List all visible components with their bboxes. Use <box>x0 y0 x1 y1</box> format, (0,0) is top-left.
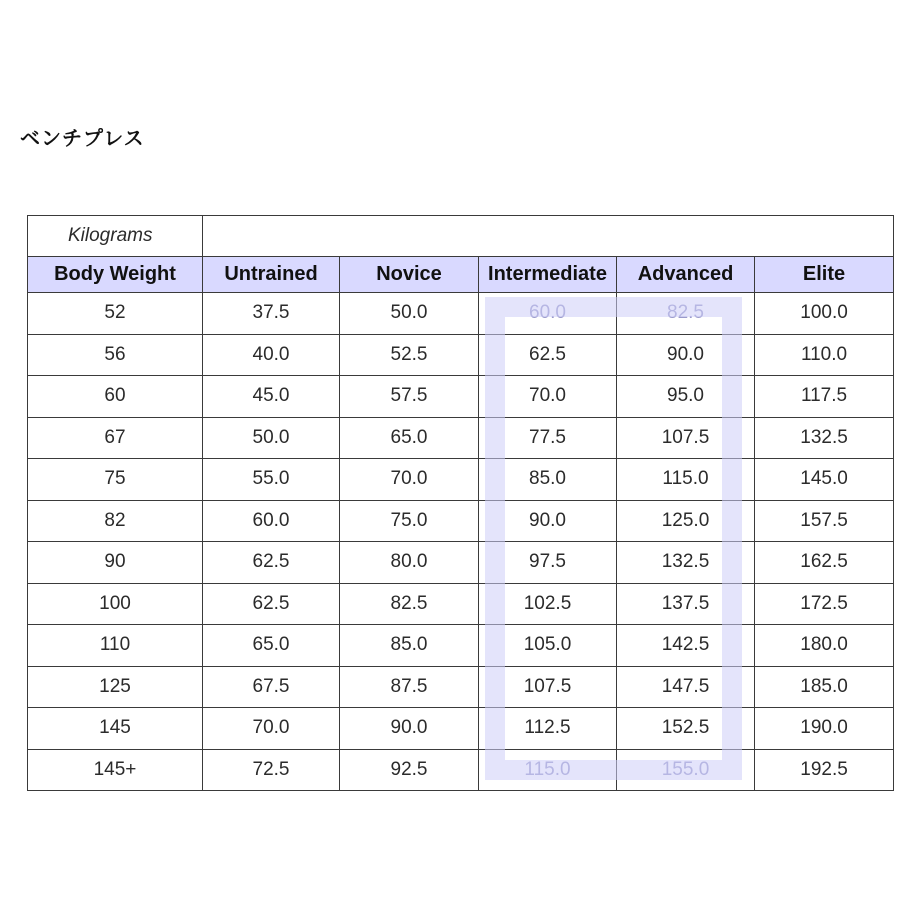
novice-cell: 50.0 <box>340 293 479 335</box>
untrained-cell: 67.5 <box>203 666 340 708</box>
header-intermediate: Intermediate <box>479 257 617 293</box>
untrained-cell: 70.0 <box>203 708 340 750</box>
advanced-cell: 95.0 <box>617 376 755 418</box>
intermediate-cell: 97.5 <box>479 542 617 584</box>
table-row <box>28 625 894 667</box>
intermediate-cell: 62.5 <box>479 334 617 376</box>
novice-cell: 87.5 <box>340 666 479 708</box>
advanced-cell: 152.5 <box>617 708 755 750</box>
untrained-cell: 40.0 <box>203 334 340 376</box>
elite-cell: 172.5 <box>755 583 894 625</box>
body-weight-cell: 67 <box>28 417 203 459</box>
body-weight-cell: 100 <box>28 583 203 625</box>
untrained-cell: 60.0 <box>203 500 340 542</box>
advanced-cell: 107.5 <box>617 417 755 459</box>
untrained-cell: 55.0 <box>203 459 340 501</box>
page-title: ベンチプレス <box>20 126 145 150</box>
unit-row-empty-cell <box>203 216 894 257</box>
intermediate-cell: 112.5 <box>479 708 617 750</box>
untrained-cell: 62.5 <box>203 542 340 584</box>
intermediate-cell: 107.5 <box>479 666 617 708</box>
advanced-cell: 82.5 <box>617 293 755 335</box>
elite-cell: 100.0 <box>755 293 894 335</box>
table-row <box>28 334 894 376</box>
elite-cell: 117.5 <box>755 376 894 418</box>
untrained-cell: 45.0 <box>203 376 340 418</box>
advanced-cell: 147.5 <box>617 666 755 708</box>
novice-cell: 90.0 <box>340 708 479 750</box>
table-row <box>28 293 894 335</box>
elite-cell: 185.0 <box>755 666 894 708</box>
header-elite: Elite <box>755 257 894 293</box>
advanced-cell: 142.5 <box>617 625 755 667</box>
elite-cell: 110.0 <box>755 334 894 376</box>
body-weight-cell: 82 <box>28 500 203 542</box>
untrained-cell: 65.0 <box>203 625 340 667</box>
elite-cell: 192.5 <box>755 749 894 791</box>
body-weight-cell: 75 <box>28 459 203 501</box>
table-row <box>28 459 894 501</box>
header-novice: Novice <box>340 257 479 293</box>
novice-cell: 80.0 <box>340 542 479 584</box>
novice-cell: 57.5 <box>340 376 479 418</box>
table-row <box>28 417 894 459</box>
novice-cell: 65.0 <box>340 417 479 459</box>
intermediate-cell: 70.0 <box>479 376 617 418</box>
body-weight-cell: 145 <box>28 708 203 750</box>
advanced-cell: 132.5 <box>617 542 755 584</box>
untrained-cell: 62.5 <box>203 583 340 625</box>
table-row <box>28 708 894 750</box>
table-row <box>28 542 894 584</box>
unit-label: Kilograms <box>28 216 203 257</box>
body-weight-cell: 56 <box>28 334 203 376</box>
novice-cell: 52.5 <box>340 334 479 376</box>
advanced-cell: 137.5 <box>617 583 755 625</box>
elite-cell: 157.5 <box>755 500 894 542</box>
advanced-cell: 125.0 <box>617 500 755 542</box>
intermediate-cell: 115.0 <box>479 749 617 791</box>
header-advanced: Advanced <box>617 257 755 293</box>
novice-cell: 75.0 <box>340 500 479 542</box>
novice-cell: 70.0 <box>340 459 479 501</box>
intermediate-cell: 85.0 <box>479 459 617 501</box>
header-body-weight: Body Weight <box>28 257 203 293</box>
elite-cell: 132.5 <box>755 417 894 459</box>
body-weight-cell: 110 <box>28 625 203 667</box>
unit-row <box>28 216 894 257</box>
advanced-cell: 90.0 <box>617 334 755 376</box>
advanced-cell: 155.0 <box>617 749 755 791</box>
body-weight-cell: 90 <box>28 542 203 584</box>
untrained-cell: 50.0 <box>203 417 340 459</box>
intermediate-cell: 60.0 <box>479 293 617 335</box>
elite-cell: 145.0 <box>755 459 894 501</box>
table-row <box>28 500 894 542</box>
elite-cell: 162.5 <box>755 542 894 584</box>
intermediate-cell: 90.0 <box>479 500 617 542</box>
untrained-cell: 37.5 <box>203 293 340 335</box>
header-row <box>28 257 894 293</box>
novice-cell: 82.5 <box>340 583 479 625</box>
intermediate-cell: 102.5 <box>479 583 617 625</box>
body-weight-cell: 145+ <box>28 749 203 791</box>
table-row <box>28 583 894 625</box>
body-weight-cell: 60 <box>28 376 203 418</box>
elite-cell: 180.0 <box>755 625 894 667</box>
intermediate-cell: 77.5 <box>479 417 617 459</box>
body-weight-cell: 52 <box>28 293 203 335</box>
novice-cell: 85.0 <box>340 625 479 667</box>
table-row <box>28 376 894 418</box>
strength-standards-table <box>27 215 894 791</box>
novice-cell: 92.5 <box>340 749 479 791</box>
header-untrained: Untrained <box>203 257 340 293</box>
table-row <box>28 749 894 791</box>
advanced-cell: 115.0 <box>617 459 755 501</box>
strength-standards-table-container <box>27 215 893 791</box>
elite-cell: 190.0 <box>755 708 894 750</box>
body-weight-cell: 125 <box>28 666 203 708</box>
table-row <box>28 666 894 708</box>
intermediate-cell: 105.0 <box>479 625 617 667</box>
untrained-cell: 72.5 <box>203 749 340 791</box>
